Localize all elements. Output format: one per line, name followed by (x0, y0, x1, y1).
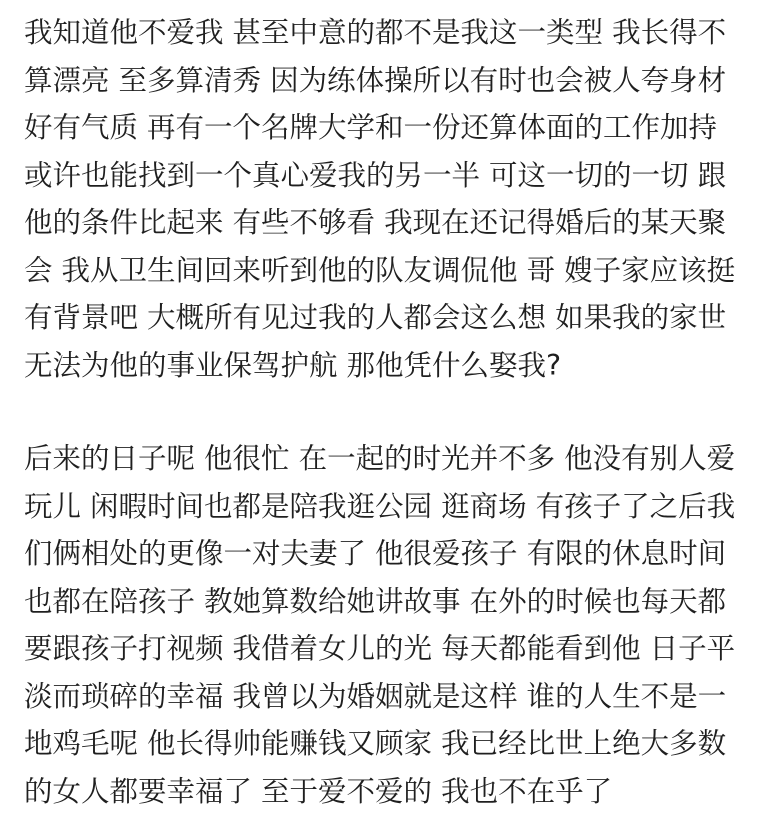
text-line: 无法为他的事业保驾护航 那他凭什么娶我? (24, 348, 562, 382)
text-line: 好有气质 再有一个名牌大学和一份还算体面的工作加持 (24, 111, 718, 144)
text-line: 算漂亮 至多算清秀 因为练体操所以有时也会被人夸身材 (24, 63, 727, 97)
text-line: 地鸡毛呢 他长得帅能赚钱又顾家 我已经比世上绝大多数 (24, 727, 727, 760)
text-line: 后来的日子呢 他很忙 在一起的时光并不多 他没有别人爱 (24, 442, 736, 475)
text-line: 他的条件比起来 有些不够看 我现在还记得婚后的某天聚 (24, 206, 727, 239)
text-line: 要跟孩子打视频 我借着女儿的光 每天都能看到他 日子平 (24, 632, 736, 665)
text-line: 玩儿 闲暇时间也都是陪我逛公园 逛商场 有孩子了之后我 (24, 489, 736, 523)
text-line: 我知道他不爱我 甚至中意的都不是我这一类型 我长得不 (24, 16, 727, 49)
text-line: 们俩相处的更像一对夫妻了 他很爱孩子 有限的休息时间 (24, 537, 727, 570)
text-line: 淡而琐碎的幸福 我曾以为婚姻就是这样 谁的人生不是一 (24, 679, 727, 713)
text-line: 会 我从卫生间回来听到他的队友调侃他 哥 嫂子家应该挺 (24, 253, 736, 287)
text-line: 或许也能找到一个真心爱我的另一半 可这一切的一切 跟 (24, 158, 727, 192)
text-line: 的女人都要幸福了 至于爱不爱的 我也不在乎了 (24, 774, 613, 808)
text-line: 也都在陪孩子 教她算数给她讲故事 在外的时候也每天都 (24, 584, 727, 618)
paragraph-2 (24, 435, 744, 815)
text-line: 有背景吧 大概所有见过我的人都会这么想 如果我的家世 (24, 301, 727, 334)
paragraph-1 (24, 9, 744, 389)
